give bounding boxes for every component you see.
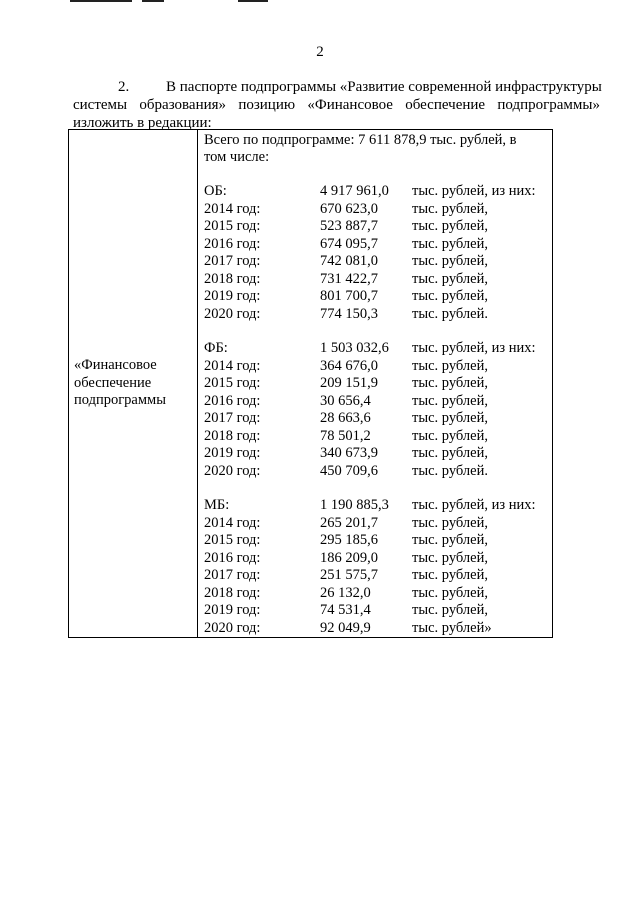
top-edge-rule — [142, 0, 164, 2]
row-unit: тыс. рублей, — [412, 445, 488, 461]
row-value: 1 503 032,6 — [320, 340, 389, 356]
budget-block-ob — [204, 183, 548, 323]
budget-year-row — [204, 585, 548, 603]
budget-year-row — [204, 358, 548, 376]
row-value: 340 673,9 — [320, 445, 378, 461]
row-value: 265 201,7 — [320, 514, 378, 531]
budget-total-row — [204, 183, 548, 201]
row-unit: тыс. рублей, — [412, 602, 488, 618]
row-label: 2015 год: — [204, 375, 261, 391]
budget-year-row — [204, 201, 548, 219]
row-label: 2019 год: — [204, 288, 261, 304]
row-value: 742 081,0 — [320, 253, 378, 269]
row-unit: тыс. рублей, — [412, 200, 488, 217]
budget-year-row — [204, 306, 548, 324]
row-value: 4 917 961,0 — [320, 183, 389, 199]
budget-year-row — [204, 567, 548, 585]
budget-year-row — [204, 236, 548, 254]
financing-content-cell — [198, 130, 553, 638]
row-unit: тыс. рублей, — [412, 532, 488, 548]
row-label: 2016 год: — [204, 549, 261, 566]
row-value: 450 709,6 — [320, 462, 378, 479]
row-label: 2018 год: — [204, 427, 261, 444]
row-label: 2017 год: — [204, 410, 261, 426]
row-unit: тыс. рублей, — [412, 357, 488, 374]
total-text — [204, 132, 548, 166]
row-label: 2019 год: — [204, 602, 261, 618]
row-unit: тыс. рублей, — [412, 375, 488, 391]
position-name-cell — [69, 130, 198, 638]
row-label: 2017 год: — [204, 253, 261, 269]
top-edge-rule — [70, 0, 132, 2]
row-label: 2020 год: — [204, 462, 261, 479]
row-label: ФБ: — [204, 340, 228, 356]
row-label: 2014 год: — [204, 357, 261, 374]
row-unit: тыс. рублей, — [412, 235, 488, 252]
budget-year-row — [204, 602, 548, 620]
paragraph-line: системы образования» позицию «Финансовое обеспечение подпрограммы» — [73, 97, 600, 113]
row-unit: тыс. рублей, — [412, 584, 488, 601]
budget-block-mb — [204, 497, 548, 637]
budget-blocks — [204, 183, 548, 637]
budget-year-row — [204, 218, 548, 236]
row-label: 2018 год: — [204, 584, 261, 601]
row-unit: тыс. рублей, — [412, 253, 488, 269]
row-label: 2019 год: — [204, 445, 261, 461]
row-unit: тыс. рублей, — [412, 270, 488, 287]
budget-year-row — [204, 393, 548, 411]
row-label: 2014 год: — [204, 200, 261, 217]
row-unit: тыс. рублей. — [412, 305, 488, 322]
budget-total-row — [204, 340, 548, 358]
row-value: 78 501,2 — [320, 427, 371, 444]
paragraph-line: изложить в редакции: — [73, 115, 212, 131]
budget-year-row — [204, 410, 548, 428]
budget-block-fb — [204, 340, 548, 480]
row-value: 364 676,0 — [320, 357, 378, 374]
budget-year-row — [204, 253, 548, 271]
row-label: 2018 год: — [204, 270, 261, 287]
row-value: 523 887,7 — [320, 218, 378, 234]
row-unit: тыс. рублей» — [412, 619, 492, 636]
row-value: 26 132,0 — [320, 584, 371, 601]
budget-year-row — [204, 515, 548, 533]
budget-year-row — [204, 463, 548, 481]
row-unit: тыс. рублей. — [412, 462, 488, 479]
row-value: 209 151,9 — [320, 375, 378, 391]
page-number: 2 — [316, 44, 324, 60]
total-line: Всего по подпрограмме: 7 611 878,9 тыс. рублей, в — [204, 132, 517, 148]
budget-year-row — [204, 620, 548, 638]
financing-row — [69, 130, 553, 638]
row-label: 2020 год: — [204, 305, 261, 322]
row-label: МБ: — [204, 497, 230, 513]
row-value: 1 190 885,3 — [320, 497, 389, 513]
row-value: 186 209,0 — [320, 549, 378, 566]
row-value: 731 422,7 — [320, 270, 378, 287]
row-label: 2016 год: — [204, 392, 261, 409]
position-name-line: обеспечение — [74, 374, 152, 391]
row-unit: тыс. рублей, — [412, 549, 488, 566]
row-unit: тыс. рублей, — [412, 410, 488, 426]
row-label: 2017 год: — [204, 567, 261, 583]
top-edge-rule — [238, 0, 268, 2]
row-value: 30 656,4 — [320, 392, 371, 409]
budget-year-row — [204, 288, 548, 306]
row-value: 670 623,0 — [320, 200, 378, 217]
total-line: том числе: — [204, 149, 270, 165]
position-name-line: «Финансовое — [74, 357, 157, 374]
row-value: 674 095,7 — [320, 235, 378, 252]
row-label: 2020 год: — [204, 619, 261, 636]
row-unit: тыс. рублей, — [412, 288, 488, 304]
row-unit: тыс. рублей, — [412, 427, 488, 444]
row-value: 28 663,6 — [320, 410, 371, 426]
row-label: ОБ: — [204, 183, 227, 199]
budget-year-row — [204, 428, 548, 446]
row-label: 2015 год: — [204, 218, 261, 234]
row-unit: тыс. рублей, — [412, 218, 488, 234]
row-value: 251 575,7 — [320, 567, 378, 583]
financing-table — [68, 129, 553, 638]
budget-year-row — [204, 532, 548, 550]
row-unit: тыс. рублей, — [412, 392, 488, 409]
budget-year-row — [204, 375, 548, 393]
paragraph-number: 2. — [118, 79, 130, 95]
row-value: 295 185,6 — [320, 532, 378, 548]
row-label: 2014 год: — [204, 514, 261, 531]
row-unit: тыс. рублей, из них: — [412, 497, 536, 513]
budget-year-row — [204, 271, 548, 289]
row-unit: тыс. рублей, — [412, 567, 488, 583]
budget-year-row — [204, 445, 548, 463]
position-name-line: подпрограммы — [74, 392, 166, 409]
paragraph-2 — [73, 78, 600, 132]
row-value: 92 049,9 — [320, 619, 371, 636]
row-unit: тыс. рублей, — [412, 514, 488, 531]
budget-year-row — [204, 550, 548, 568]
row-unit: тыс. рублей, из них: — [412, 340, 536, 356]
row-value: 801 700,7 — [320, 288, 378, 304]
paragraph-line: 2. В паспорте подпрограммы «Развитие современной инфраструктуры — [118, 79, 602, 95]
budget-total-row — [204, 497, 548, 515]
row-unit: тыс. рублей, из них: — [412, 183, 536, 199]
row-value: 74 531,4 — [320, 602, 371, 618]
row-label: 2016 год: — [204, 235, 261, 252]
row-value: 774 150,3 — [320, 305, 378, 322]
row-label: 2015 год: — [204, 532, 261, 548]
